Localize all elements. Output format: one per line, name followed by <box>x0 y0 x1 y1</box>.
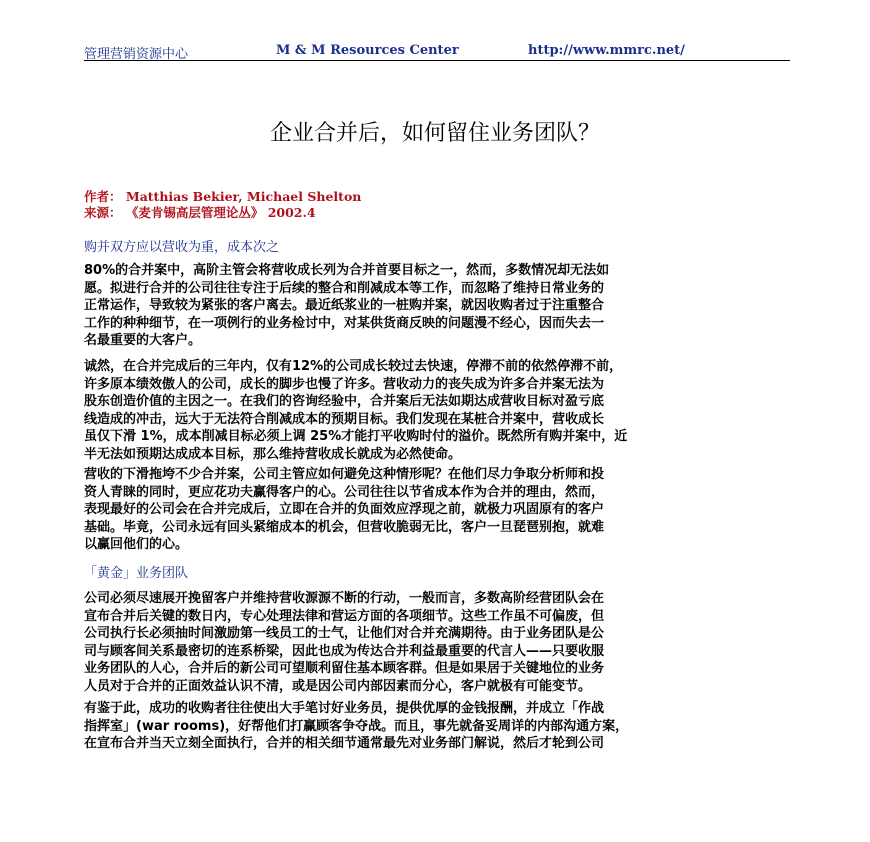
text-line: 80%的合并案中，高阶主管会将营收成长列为合并首要目标之一，然而，多数情况却无法如 <box>84 263 610 278</box>
text-line: 公司必须尽速展开挽留客户并维持营收源源不断的行动，一般而言，多数高阶经营团队会在 <box>84 591 605 606</box>
text-line: 虽仅下滑 1%，成本削减目标必须上调 25%才能打平收购时付的溢价。既然所有购并案中，近 <box>84 429 628 445</box>
text-line: 以赢回他们的心。 <box>84 537 189 553</box>
page-header <box>84 40 790 61</box>
text-line: 诚然，在合并完成后的三年内，仅有12%的公司成长较过去快速，停滞不前的依然停滞不前， <box>84 359 623 374</box>
text-line: 营收的下滑拖垮不少合并案，公司主管应如何避免这种情形呢？在他们尽力争取分析师和投 <box>84 467 605 482</box>
text-line: 工作的种种细节，在一项例行的业务检讨中，对某供货商反映的问题漫不经心，因而失去一 <box>84 315 605 331</box>
header-org-cn: 管理营销资源中心 <box>84 47 189 62</box>
text-line: 资人青睐的同时，更应花功夫赢得客户的心。公司往往以节省成本作为合并的理由，然而， <box>84 484 605 500</box>
text-line: 半无法如预期达成成本目标，那么维持营收成长就成为必然使命。 <box>84 446 462 462</box>
text-line: 愿。拟进行合并的公司往往专注于后续的整合和削减成本等工作，而忽略了维持日常业务的 <box>84 280 605 296</box>
text-line: 业务团队的人心，合并后的新公司可望顺利留住基本顾客群。但是如果居于关键地位的业务 <box>84 661 605 677</box>
section-heading: 「黄金」业务团队 <box>84 566 189 581</box>
text-line: 指挥室」(war rooms)，好帮他们打赢顾客争夺战。而且，事先就备妥周详的内部沟通方案， <box>84 718 629 734</box>
text-line: 在宣布合并当天立刻全面执行，合并的相关细节通常最先对业务部门解说，然后才轮到公司 <box>84 736 605 752</box>
header-url[interactable]: http://www.mmrc.net/ <box>528 43 685 58</box>
paragraph <box>84 262 790 350</box>
paragraph <box>84 700 790 753</box>
article-title: 企业合并后，如何留住业务团队？ <box>269 121 600 146</box>
article-meta <box>84 189 361 221</box>
paragraph <box>84 590 790 696</box>
text-line: 表现最好的公司会在合并完成后，立即在合并的负面效应浮现之前，就极力巩固原有的客户 <box>84 502 605 518</box>
text-line: 司与顾客间关系最密切的连系桥梁，因此也成为传达合并利益最重要的代言人——只要收服 <box>84 643 605 659</box>
paragraph <box>84 358 790 464</box>
text-line: 人员对于合并的正面效益认识不清，或是因公司内部因素而分心，客户就极有可能变节。 <box>84 678 592 694</box>
text-line: 许多原本绩效傲人的公司，成长的脚步也慢了许多。营收动力的丧失成为许多合并案无法为 <box>84 376 605 392</box>
text-line: 名最重要的大客户。 <box>84 333 202 349</box>
text-line: 正常运作，导致较为紧张的客户离去。最近纸浆业的一桩购并案，就因收购者过于注重整合 <box>84 298 605 314</box>
text-line: 公司执行长必须抽时间激励第一线员工的士气，让他们对合并充满期待。由于业务团队是公 <box>84 626 605 642</box>
article-source: 来源： 《麦肯锡高层管理论丛》 2002.4 <box>84 205 316 220</box>
header-org-en: M & M Resources Center <box>276 43 459 58</box>
text-line: 股东创造价值的主因之一。在我们的咨询经验中，合并案后无法如期达成营收目标对盈亏底 <box>84 394 605 410</box>
text-line: 线造成的冲击，远大于无法符合削减成本的预期目标。我们发现在某桩合并案中，营收成长 <box>84 411 605 427</box>
paragraph <box>84 466 790 554</box>
text-line: 宣布合并后关键的数日内，专心处理法律和营运方面的各项细节。这些工作虽不可偏废，但 <box>84 608 605 624</box>
section-heading: 购并双方应以营收为重，成本次之 <box>84 240 280 255</box>
text-line: 基础。毕竟，公司永远有回头紧缩成本的机会，但营收脆弱无比，客户一旦琵琶别抱，就难 <box>84 519 605 535</box>
article-author: 作者： Matthias Bekier, Michael Shelton <box>84 189 362 204</box>
text-line: 有鉴于此，成功的收购者往往使出大手笔讨好业务员，提供优厚的金钱报酬，并成立「作战 <box>84 701 605 716</box>
